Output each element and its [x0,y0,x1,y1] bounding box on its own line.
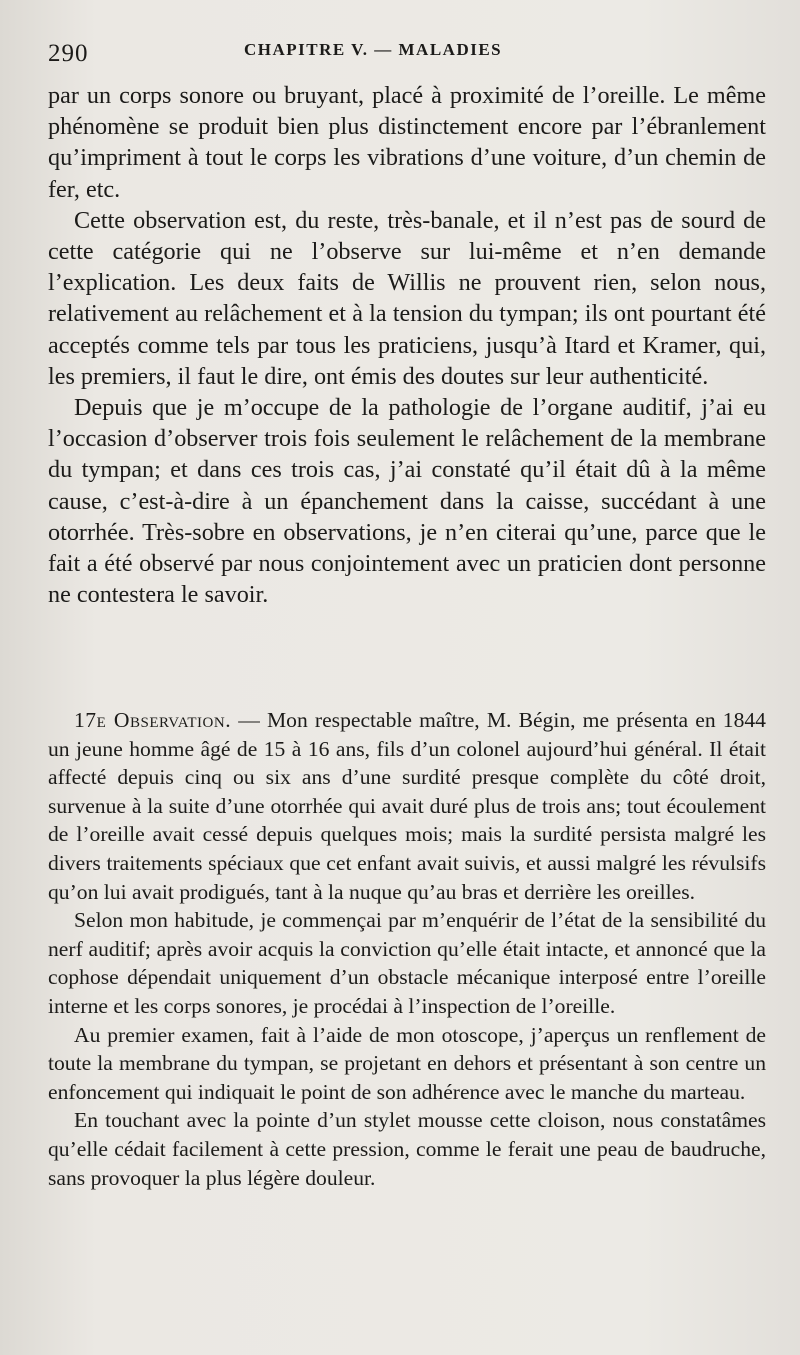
observation-paragraph: Selon mon habitude, je commençai par m’enquérir de l’état de la sensibilité du nerf auditif; après avoir acquis la conviction qu’elle était intacte, et annoncé que la cophose dépendait uniquement d’un obstacle mécanique interposé entre l’oreille interne et les corps sonores, je procédai à l’inspection de l’oreille. [48,908,766,1018]
observation-intro [48,706,766,906]
paragraph: par un corps sonore ou bruyant, placé à proximité de l’oreille. Le même phénomène se produit bien plus distinctement encore par l’ébranlement qu’impriment à tout le corps les vibrations d’une voiture, d’un chemin de fer, etc. [48,82,766,203]
observation-section [48,706,766,1192]
observation-paragraph: Au premier examen, fait à l’aide de mon otoscope, j’aperçus un renflement de toute la membrane du tympan, se projetant en dehors et présentant à son centre un enfoncement qui indiquait le point de son adhérence avec le manche du marteau. [48,1022,766,1104]
paragraph: Depuis que je m’occupe de la pathologie de l’organe auditif, j’ai eu l’occasion d’observer trois fois seulement le relâchement de la membrane du tympan; et dans ces trois cas, j’ai constaté qu’il était dû à la même cause, c’est-à-dire à un épanchement dans la caisse, succédant à une otorrhée. Très-sobre en observations, je n’en citerai qu’une, parce que le fait a été observé par nous conjointement avec un praticien dont personne ne contestera le savoir. [48,394,766,609]
paragraph: Cette observation est, du reste, très-banale, et il n’est pas de sourd de cette catégorie qui ne l’observe sur lui-même et n’en demande l’explication. Les deux faits de Willis ne prouvent rien, selon nous, relativement au relâchement et à la tension du tympan; ils ont pourtant été acceptés comme tels par tous les praticiens, jusqu’à Itard et Kramer, qui, les premiers, il faut le dire, ont émis des doutes sur leur authenticité. [48,206,766,390]
chapter-title: CHAPITRE V. — MALADIES [244,40,503,59]
observation-intro-text: — Mon respectable maître, M. Bégin, me présenta en 1844 un jeune homme âgé de 15 à 16 ans, fils d’un colonel aujourd’hui général. Il était affecté depuis cinq ou six ans d’une surdité presque complète du côté droit, survenue à la suite d’une otorrhée qui avait duré plus de trois ans; tout écoulement de l’oreille avait cessé depuis quelques mois; mais la surdité persista malgré les divers traitements spéciaux que cet enfant avait suivis, et aussi malgré les révulsifs qu’on lui avait prodigués, tant à la nuque qu’au bras et derrière les oreilles. [48,708,766,904]
observation-paragraph: En touchant avec la pointe d’un stylet mousse cette cloison, nous constatâmes qu’elle cédait facilement à cette pression, comme le ferait une peau de baudruche, sans provoquer la plus légère douleur. [48,1108,766,1190]
observation-label: 17e Observation. [74,708,232,732]
page-number: 290 [48,40,89,67]
running-head [48,36,760,76]
body-text [48,80,766,610]
